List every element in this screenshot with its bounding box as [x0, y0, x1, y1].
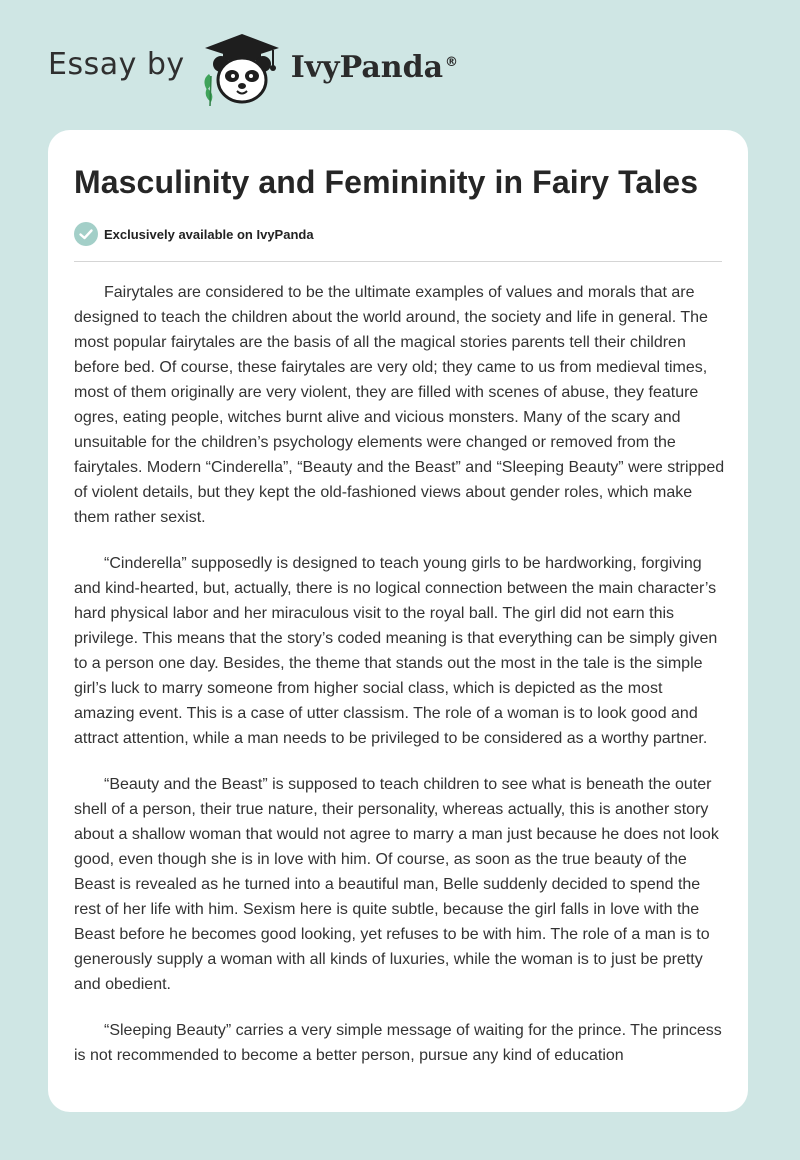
paragraph: “Cinderella” supposedly is designed to teach young girls to be hardworking, forgiving and kind-hearted, but, actually, there is no logical connection between the main character’s hard physical labor and her miraculous visit to the royal ball. The girl did not earn this privilege. This means that the story’s coded meaning is that everything can be simply given to a person one day. Besides, the theme that stands out the most in the tale is the simple girl’s luck to marry someone from higher social class, which is depicted as the most amazing event. This is a case of utter classism. The role of a woman is to look good and attract attention, while a man needs to be privileged to be considered as a worthy partner. — [74, 555, 718, 747]
brand-name: IvyPanda ® — [290, 49, 459, 85]
title-divider — [74, 261, 722, 262]
exclusive-badge — [74, 222, 314, 246]
essay-card — [48, 130, 748, 1112]
brand-header — [48, 28, 458, 108]
registered-mark: ® — [445, 54, 459, 70]
paragraph: “Beauty and the Beast” is supposed to teach children to see what is beneath the outer shell of a person, their true nature, their personality, whereas actually, this is another story about a shallow woman that would not agree to marry a man just because he does not look good, even though she is in love with him. Of course, as soon as the true beauty of the Beast is revealed as he turned into a beautiful man, Belle suddenly decided to spend the rest of her life with him. Sexism here is quite subtle, because the girl falls in love with the Beast before he becomes good looking, yet refuses to be with him. The role of a man is to generously supply a woman with all kinds of luxuries, while the woman is to just be pretty and obedient. — [74, 776, 719, 993]
exclusive-badge-text: Exclusively available on IvyPanda — [104, 226, 314, 242]
essay-title: Masculinity and Femininity in Fairy Tales — [74, 164, 699, 200]
paragraph: Fairytales are considered to be the ultimate examples of values and morals that are designed to teach the children about the world around, the society and life in general. The most popular fairytales are the basis of all the magical stories parents tell their children before bed. Of course, these fairytales are very old; they came to us from medieval times, most of them originally are very violent, they are filled with scenes of abuse, they feature ogres, eating people, witches burnt alive and vicious monsters. Many of the scary and unsuitable for the children’s psychology elements were changed or removed from the fairytales. Modern “Cinderella”, “Beauty and the Beast” and “Sleeping Beauty” were stripped of violent details, but they kept the old-fashioned views about gender roles, which make them rather sexist. — [74, 284, 725, 526]
check-circle-icon — [74, 222, 98, 246]
essay-body — [74, 280, 726, 1112]
paragraph: “Sleeping Beauty” carries a very simple message of waiting for the prince. The princess is not recommended to become a better person, pursue any kind of education — [74, 1022, 722, 1064]
panda-graduate-logo-icon[interactable] — [199, 28, 285, 108]
brand-prefix: Essay by — [48, 46, 185, 82]
